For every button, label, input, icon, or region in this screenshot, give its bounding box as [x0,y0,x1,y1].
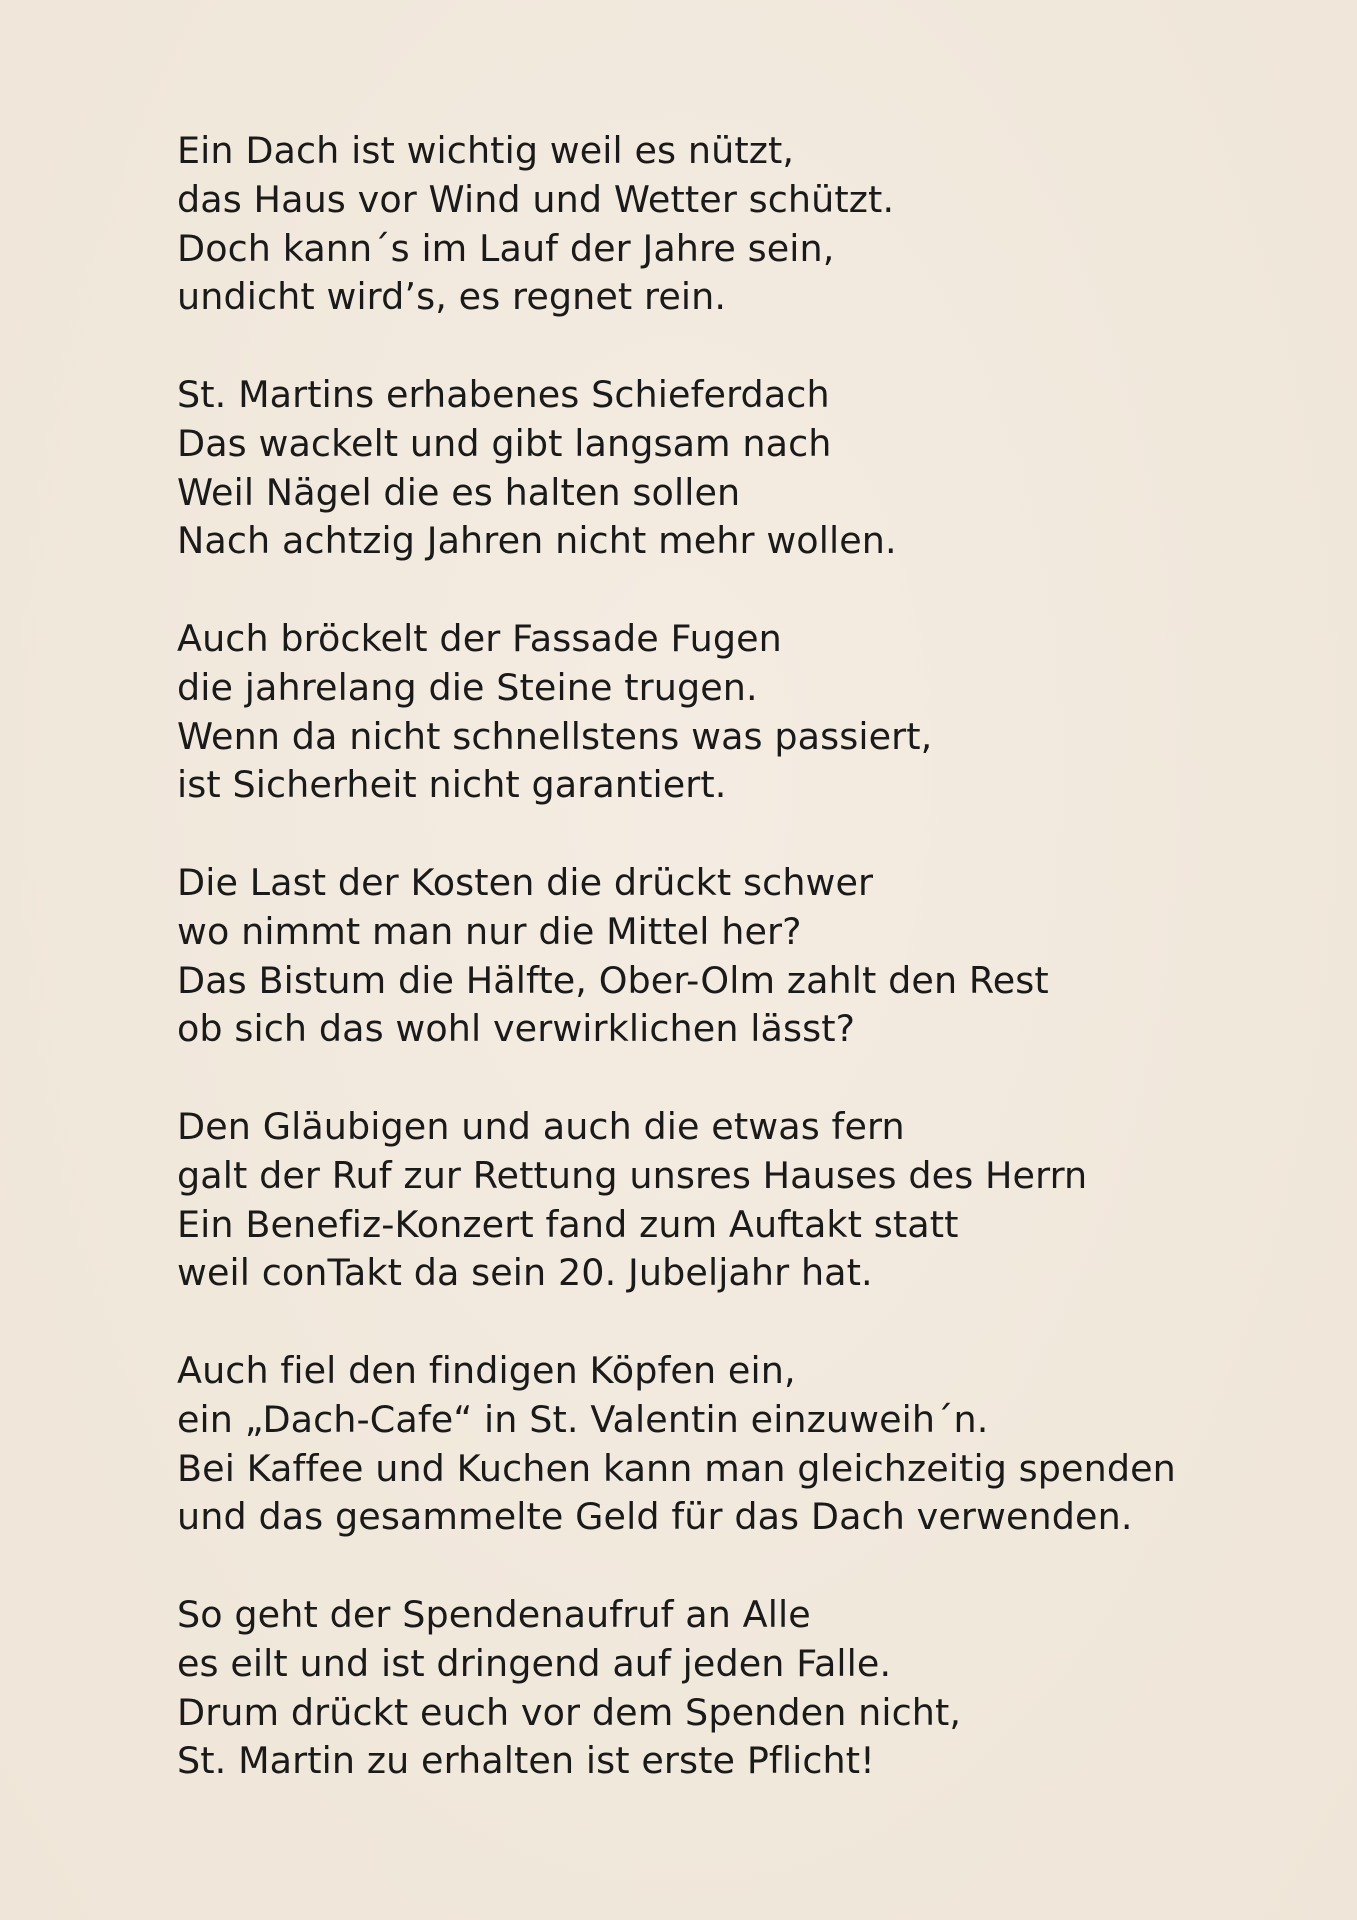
stanza-7 [177,1591,1297,1786]
poem-line: weil conTakt da sein 20. Jubeljahr hat. [177,1251,873,1295]
poem-line: Die Last der Kosten die drückt schwer [177,860,874,904]
poem-line: galt der Ruf zur Rettung unsres Hauses des Herrn [177,1153,1088,1197]
poem-line: ob sich das wohl verwirklichen lässt? [177,1007,856,1051]
poem-line: es eilt und ist dringend auf jeden Falle. [177,1641,892,1685]
poem-line: Weil Nägel die es halten sollen [177,470,741,514]
stanza-6 [177,1347,1297,1542]
poem [177,127,1297,1786]
poem-line: Doch kann´s im Lauf der Jahre sein, [177,226,835,270]
poem-line: Auch fiel den findigen Köpfen ein, [177,1348,796,1392]
stanza-4 [177,859,1297,1054]
poem-line: Bei Kaffee und Kuchen kann man gleichzeitig spenden [177,1446,1176,1490]
poem-line: und das gesammelte Geld für das Dach verwenden. [177,1495,1133,1539]
poem-line: das Haus vor Wind und Wetter schützt. [177,177,895,221]
poem-line: Das Bistum die Hälfte, Ober-Olm zahlt den Rest [177,958,1049,1002]
poem-line: Auch bröckelt der Fassade Fugen [177,616,782,660]
poem-line: Drum drückt euch vor dem Spenden nicht, [177,1690,962,1734]
poem-line: St. Martins erhabenes Schieferdach [177,372,830,416]
poem-line: ein „Dach-Cafe“ in St. Valentin einzuweih´n. [177,1397,989,1441]
poem-line: Das wackelt und gibt langsam nach [177,421,832,465]
poem-line: Wenn da nicht schnellstens was passiert, [177,714,933,758]
poem-line: die jahrelang die Steine trugen. [177,665,758,709]
stanza-3 [177,615,1297,810]
poem-line: Ein Benefiz-Konzert fand zum Auftakt statt [177,1202,959,1246]
poem-line: ist Sicherheit nicht garantiert. [177,763,727,807]
poem-line: So geht der Spendenaufruf an Alle [177,1592,811,1636]
poem-line: Nach achtzig Jahren nicht mehr wollen. [177,519,897,563]
poem-line: Ein Dach ist wichtig weil es nützt, [177,129,795,172]
poem-line: St. Martin zu erhalten ist erste Pflicht! [177,1739,875,1783]
poem-line: undicht wird’s, es regnet rein. [177,275,727,319]
poem-line: wo nimmt man nur die Mittel her? [177,909,802,953]
stanza-5 [177,1103,1297,1298]
stanza-2 [177,371,1297,566]
poem-line: Den Gläubigen und auch die etwas fern [177,1104,905,1148]
stanza-1 [177,127,1297,322]
